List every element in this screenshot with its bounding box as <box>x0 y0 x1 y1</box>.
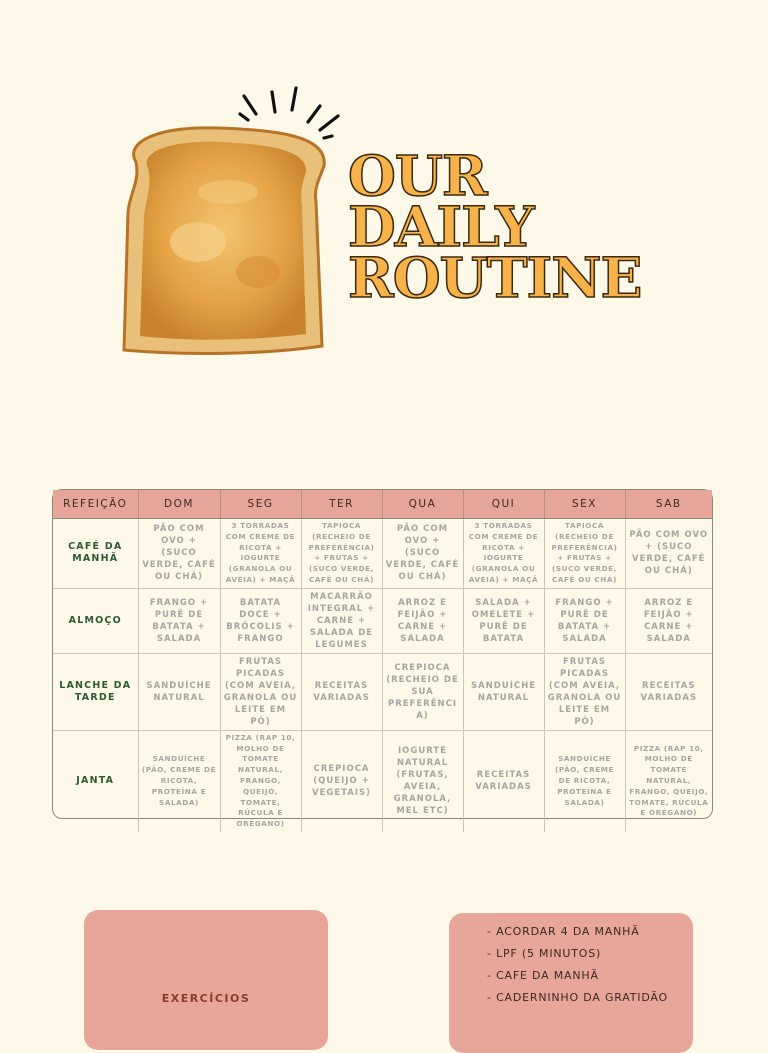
header-qua: QUA <box>382 490 463 519</box>
header-sex: SEX <box>544 490 625 519</box>
table-cell: SANDUÍCHE (PÃO, CREME DE RICOTA, PROTEÍNA E SALADA) <box>138 730 220 832</box>
header-sab: SAB <box>625 490 712 519</box>
table-cell: FRUTAS PICADAS (COM AVEIA, GRANOLA OU LEITE EM PÓ) <box>220 653 301 730</box>
meal-label: ALMOÇO <box>53 588 138 653</box>
table-header-row <box>53 490 712 519</box>
table-cell: SANDUÍCHE NATURAL <box>138 653 220 730</box>
list-item: - CADERNINHO DA GRATIDÃO <box>487 991 668 1004</box>
list-item: - CAFE DA MANHÃ <box>487 969 599 982</box>
morning-routine-card <box>449 913 693 1053</box>
morning-routine-list <box>449 913 693 1005</box>
table-cell: ARROZ E FEIJÃO + CARNE + SALADA <box>382 588 463 653</box>
header-ter: TER <box>301 490 382 519</box>
table-cell: PIZZA (RAP 10, MOLHO DE TOMATE NATURAL, FRANGO, QUEIJO, TOMATE, RÚCULA E ORÉGANO) <box>629 743 709 818</box>
header-dom: DOM <box>138 490 220 519</box>
table-cell: RECEITAS VARIADAS <box>625 653 712 730</box>
table-row <box>53 653 712 730</box>
header-seg: SEG <box>220 490 301 519</box>
table-cell: SANDUÍCHE (PÃO, CREME DE RICOTA, PROTEÍNA E SALADA) <box>544 730 625 832</box>
table-cell: MACARRÃO INTEGRAL + CARNE + SALADA DE LEGUMES <box>301 588 382 653</box>
table-cell: IOGURTE NATURAL (FRUTAS, AVEIA, GRANOLA, MEL ETC) <box>382 730 463 832</box>
table-cell: TAPIOCA (RECHEIO DE PREFERÊNCIA) + FRUTAS + (SUCO VERDE, CAFÉ OU CHÁ) <box>544 519 625 589</box>
table-cell: RECEITAS VARIADAS <box>463 730 544 832</box>
table-cell: SANDUÍCHE NATURAL <box>463 653 544 730</box>
list-item: - ACORDAR 4 DA MANHÃ <box>487 925 640 938</box>
table-cell: CREPIOCA (QUEIJO + VEGETAIS) <box>301 730 382 832</box>
toast-bread-icon <box>118 122 332 358</box>
table-cell: PÃO COM OVO + (SUCO VERDE, CAFÉ OU CHÁ) <box>138 519 220 589</box>
meal-label: CAFÉ DA MANHÃ <box>53 519 138 589</box>
table-cell: FRUTAS PICADAS (COM AVEIA, GRANOLA OU LEITE EM PÓ) <box>544 653 625 730</box>
table-cell: SALADA + OMELETE + PURÊ DE BATATA <box>463 588 544 653</box>
meal-label: JANTA <box>53 730 138 832</box>
table-cell: PÃO COM OVO + (SUCO VERDE, CAFÉ OU CHÁ) <box>625 519 712 589</box>
title-line-1: OUR <box>348 143 487 208</box>
table-cell: FRANGO + PURÊ DE BATATA + SALADA <box>138 588 220 653</box>
table-cell: RECEITAS VARIADAS <box>301 653 382 730</box>
table-cell: PIZZA (RAP 10, MOLHO DE TOMATE NATURAL, FRANGO, QUEIJO, TOMATE, RÚCULA E ORÉGANO) <box>220 730 301 832</box>
table-cell: CREPIOCA (RECHEIO DE SUA PREFERÊNCIA) <box>382 653 463 730</box>
table-cell: ARROZ E FEIJÃO + CARNE + SALADA <box>625 588 712 653</box>
table-cell: 3 TORRADAS COM CREME DE RICOTA + IOGURTE (GRANOLA OU AVEIA) + MAÇÃ <box>463 519 544 589</box>
meal-label: LANCHE DA TARDE <box>53 653 138 730</box>
table-cell: 3 TORRADAS COM CREME DE RICOTA + IOGURTE (GRANOLA OU AVEIA) + MAÇÃ <box>220 519 301 589</box>
table-cell: FRANGO + PURÊ DE BATATA + SALADA <box>544 588 625 653</box>
header-refeicao: REFEIÇÃO <box>53 490 138 519</box>
header-qui: QUI <box>463 490 544 519</box>
table-row <box>53 588 712 653</box>
title-line-2: DAILY <box>348 194 534 259</box>
page-title <box>348 143 648 310</box>
table-row <box>53 519 712 589</box>
table-cell: BATATA DOCE + BRÓCOLIS + FRANGO <box>220 588 301 653</box>
exercises-card <box>84 910 328 1050</box>
table-row <box>53 730 712 832</box>
meal-schedule-table <box>52 489 713 829</box>
title-line-3: ROUTINE <box>348 245 642 310</box>
list-item: - LPF (5 MINUTOS) <box>487 947 602 960</box>
table-cell: TAPIOCA (RECHEIO DE PREFERÊNCIA) + FRUTAS + (SUCO VERDE, CAFÉ OU CHÁ) <box>301 519 382 589</box>
exercises-label: EXERCÍCIOS <box>161 992 251 1005</box>
table-cell: PÃO COM OVO + (SUCO VERDE, CAFÉ OU CHÁ) <box>382 519 463 589</box>
